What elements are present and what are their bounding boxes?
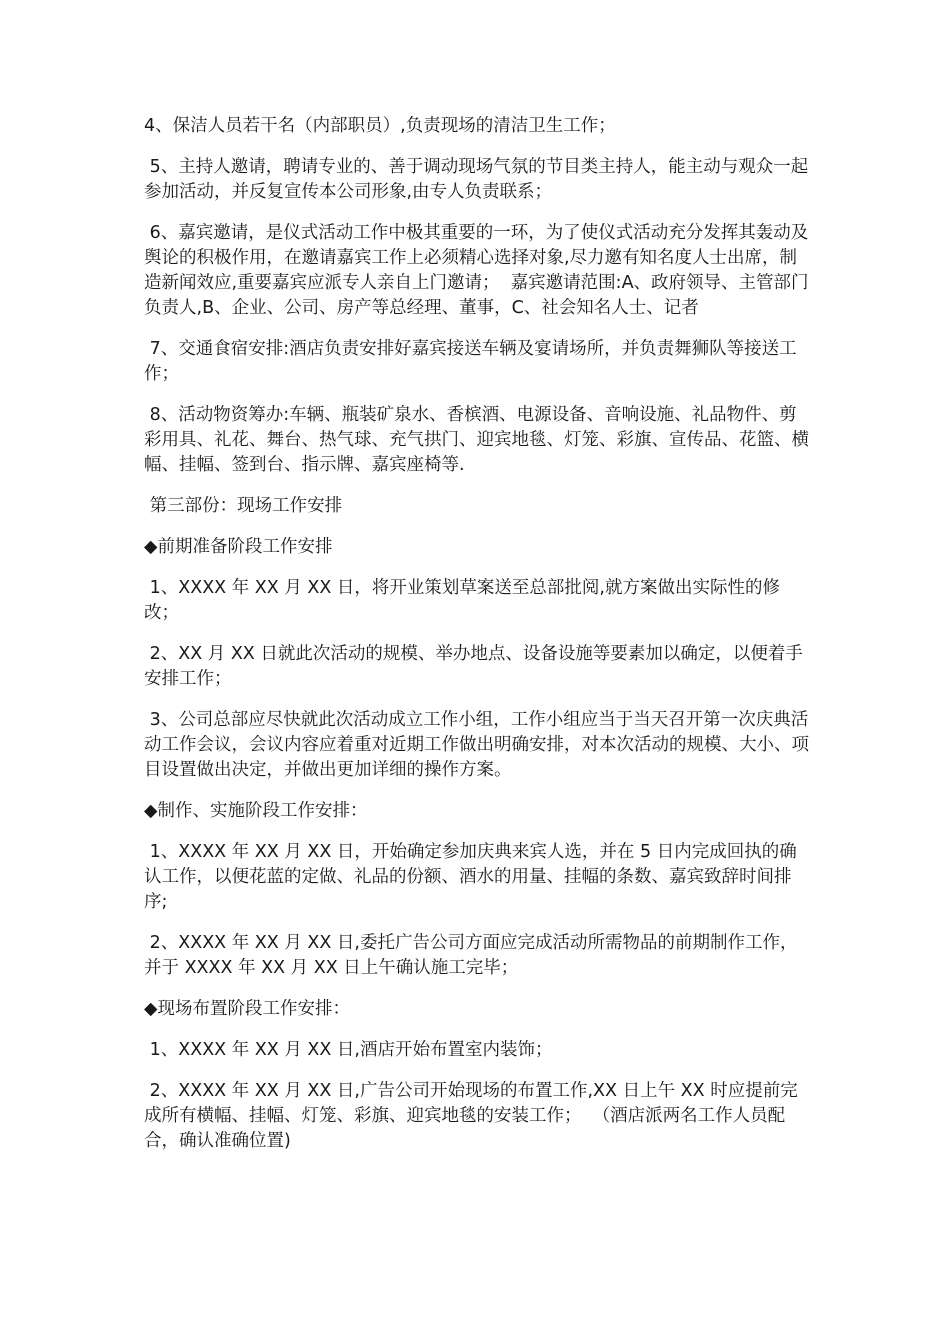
- paragraph-prep-step-3: 3、公司总部应尽快就此次活动成立工作小组，工作小组应当于当天召开第一次庆典活动工作会议，会议内容应着重对近期工作做出明确安排，对本次活动的规模、大小、项目设置做出决定，并做出更加详细的操作方案。: [144, 710, 809, 780]
- paragraph-production-step-2: 2、XXXX 年 XX 月 XX 日,委托广告公司方面应完成活动所需物品的前期制作工作，并于 XXXX 年 XX 月 XX 日上午确认施工完毕；: [144, 933, 798, 978]
- paragraph-setup-step-2: 2、XXXX 年 XX 月 XX 日,广告公司开始现场的布置工作,XX 日上午 XX 时应提前完成所有横幅、挂幅、灯笼、彩旗、迎宾地毯的安装工作； （酒店派两名工作人员配合，确认准确位置): [144, 1081, 798, 1151]
- paragraph-guest-invitation: 6、嘉宾邀请，是仪式活动工作中极其重要的一环，为了使仪式活动充分发挥其轰动及舆论的积极作用，在邀请嘉宾工作上必须精心选择对象,尽力邀有知名度人士出席，制造新闻效应,重要嘉宾应派专人亲自上门邀请； 嘉宾邀请范围:A、政府领导、主管部门负责人,B、企业、公司、房产等总经理、董事，C、社会知名人士、记者: [144, 223, 809, 318]
- paragraph-setup-step-1: 1、XXXX 年 XX 月 XX 日,酒店开始布置室内装饰；: [144, 1040, 553, 1060]
- paragraph-cleaning-staff: 4、保洁人员若干名（内部职员）,负责现场的清洁卫生工作；: [144, 116, 616, 136]
- paragraph-prep-step-2: 2、XX 月 XX 日就此次活动的规模、举办地点、设备设施等要素加以确定，以便着手安排工作；: [144, 644, 803, 689]
- subheading-onsite-setup-phase: ◆现场布置阶段工作安排：: [144, 999, 350, 1019]
- section-heading-part-three: 第三部份：现场工作安排: [144, 496, 343, 516]
- document-body: [144, 114, 810, 1170]
- subheading-preparation-phase: ◆前期准备阶段工作安排: [144, 537, 333, 557]
- subheading-production-phase: ◆制作、实施阶段工作安排：: [144, 801, 368, 821]
- paragraph-production-step-1: 1、XXXX 年 XX 月 XX 日，开始确定参加庆典来宾人选，并在 5 日内完成回执的确认工作，以便花蓝的定做、礼品的份额、酒水的用量、挂幅的条数、嘉宾致辞时间排序;: [144, 842, 797, 912]
- paragraph-host-invitation: 5、主持人邀请，聘请专业的、善于调动现场气氛的节目类主持人，能主动与观众一起参加活动，并反复宣传本公司形象,由专人负责联系；: [144, 157, 809, 202]
- paragraph-prep-step-1: 1、XXXX 年 XX 月 XX 日，将开业策划草案送至总部批阅,就方案做出实际性的修改；: [144, 578, 780, 623]
- paragraph-transport-arrangement: 7、交通食宿安排:酒店负责安排好嘉宾接送车辆及宴请场所，并负责舞狮队等接送工作；: [144, 339, 797, 384]
- paragraph-event-supplies: 8、活动物资筹办:车辆、瓶装矿泉水、香槟酒、电源设备、音响设施、礼品物件、剪彩用具、礼花、舞台、热气球、充气拱门、迎宾地毯、灯笼、彩旗、宣传品、花篮、横幅、挂幅、签到台、指示牌、嘉宾座椅等.: [144, 405, 809, 475]
